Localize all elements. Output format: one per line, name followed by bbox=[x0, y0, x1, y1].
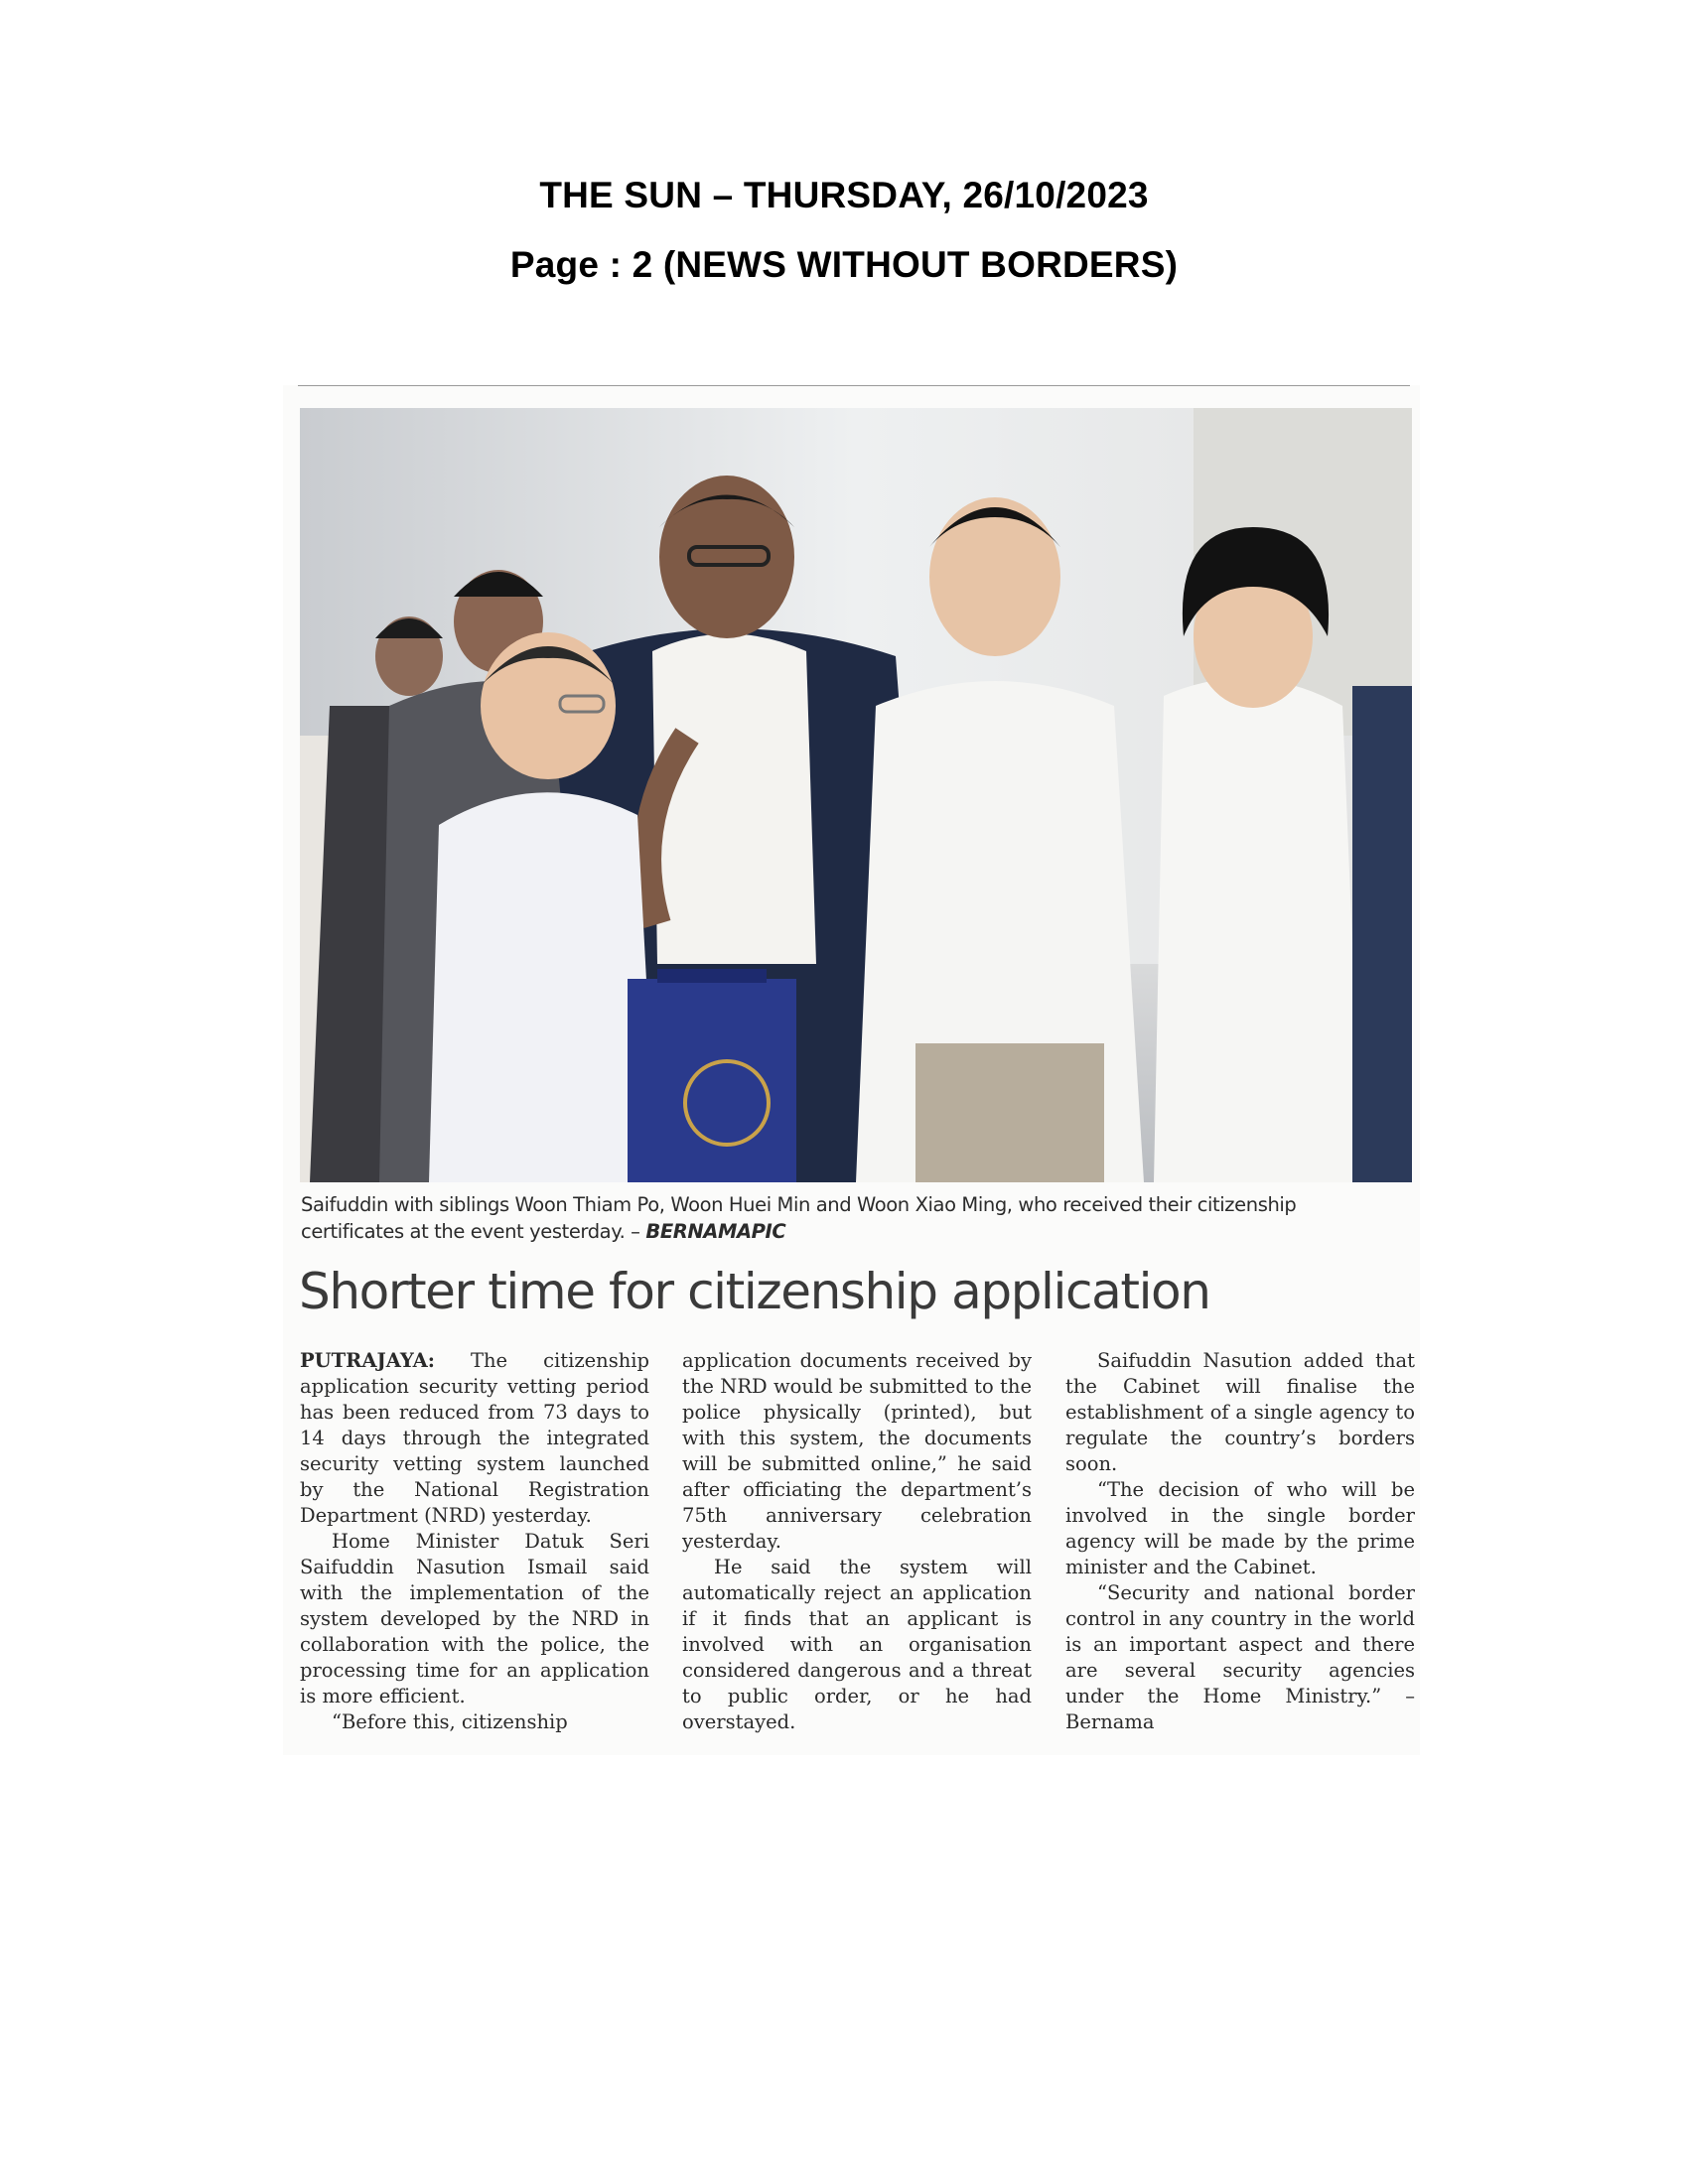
article-paragraph: “The decision of who will be involved in the single border agency will be made by the prime minister and the Cabinet. bbox=[1065, 1478, 1415, 1578]
photo-credit: BERNAMAPIC bbox=[645, 1220, 786, 1243]
article-paragraph: application documents received by the NRD would be submitted to the police physically (printed), but with this system, the documents will be submitted online,” he said after officiating the department’s 75th anniversary celebration yesterday. bbox=[682, 1349, 1032, 1553]
article-column-1 bbox=[300, 1348, 649, 1735]
dateline: PUTRAJAYA: bbox=[300, 1349, 435, 1372]
article-headline: Shorter time for citizenship application bbox=[299, 1263, 1210, 1320]
clipping-page-line: Page : 2 (NEWS WITHOUT BORDERS) bbox=[509, 244, 1179, 285]
article-paragraph: Saifuddin Nasution added that the Cabinet will finalise the establishment of a single agency to regulate the country’s borders soon. bbox=[1065, 1349, 1415, 1475]
article-paragraph: Home Minister Datuk Seri Saifuddin Nasution Ismail said with the implementation of the system developed by the NRD in collaboration with the police, the processing time for an application is more efficient. bbox=[300, 1530, 649, 1707]
article-paragraph: PUTRAJAYA: The citizenship application security vetting period has been reduced from 73 days to 14 days through the integrated security vetting system launched by the National Registration Department (NRD) yesterday. bbox=[300, 1349, 649, 1527]
blue-bag bbox=[628, 969, 796, 1182]
clipping-source-line: THE SUN – THURSDAY, 26/10/2023 bbox=[539, 175, 1149, 215]
article-column-3 bbox=[1065, 1348, 1415, 1735]
article-paragraph: “Before this, citizenship bbox=[332, 1710, 568, 1733]
article-paragraph: “Security and national border control in any country in the world is an important aspect and there are several security agencies under the Home Ministry.” – Bernama bbox=[1065, 1581, 1415, 1733]
article-paragraph: He said the system will automatically reject an application if it finds that an applicant is involved with an organisation considered dangerous and a threat to public order, or he had overstayed. bbox=[682, 1556, 1032, 1733]
news-photo bbox=[300, 408, 1412, 1182]
photo-caption bbox=[301, 1191, 1403, 1245]
newspaper-clipping bbox=[283, 385, 1420, 1755]
caption-text: Saifuddin with siblings Woon Thiam Po, Woon Huei Min and Woon Xiao Ming, who received their citizenship certificates at the event yesterday. – bbox=[301, 1193, 1297, 1243]
top-rule bbox=[298, 385, 1410, 386]
article-column-2 bbox=[682, 1348, 1032, 1735]
